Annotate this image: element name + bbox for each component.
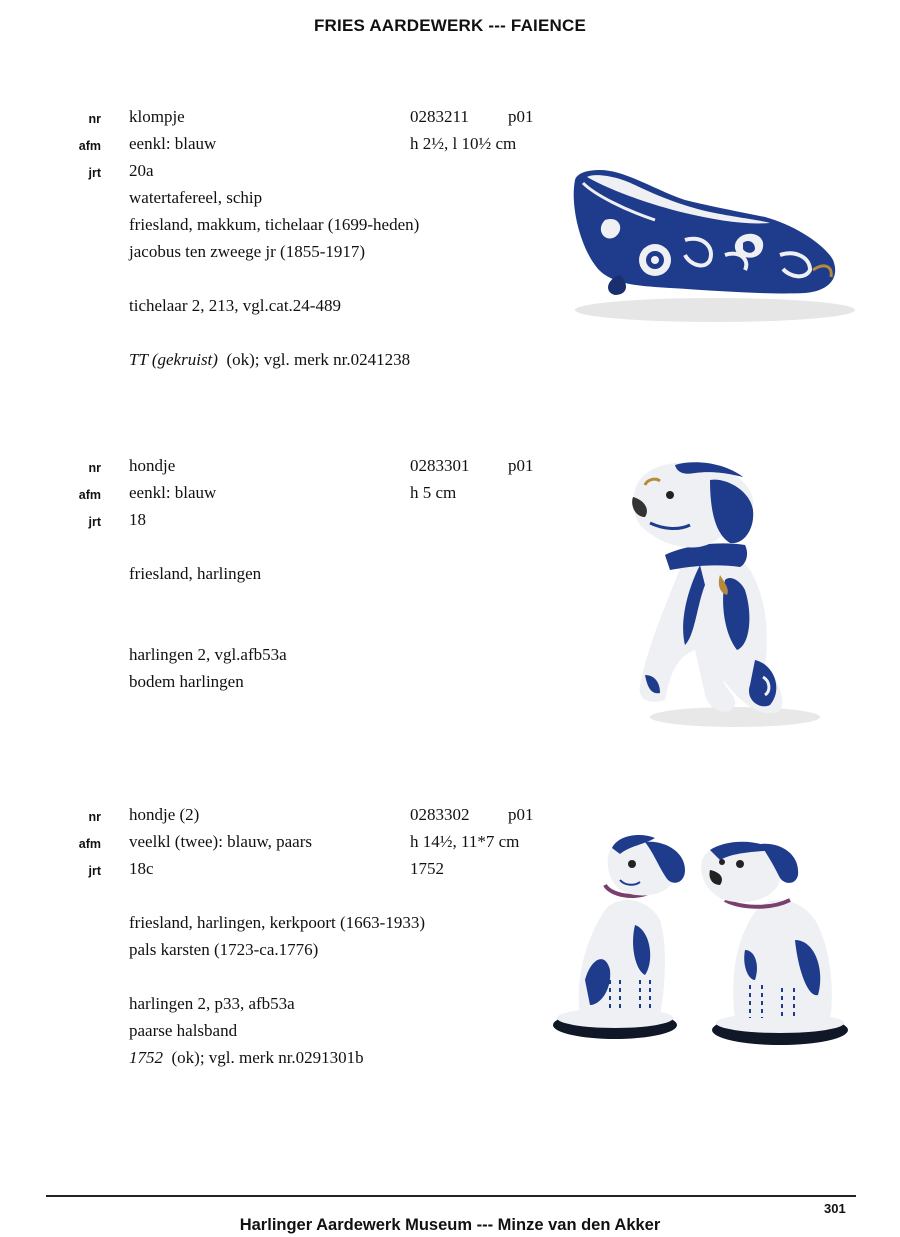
value-datering: 18 [129, 510, 146, 529]
label-afm: afm [78, 488, 101, 502]
dog-pair-photo [550, 830, 860, 1050]
page-number: 301 [824, 1201, 846, 1216]
value-voorwerp: hondje [129, 456, 176, 475]
value-fabrikaat: friesland, harlingen [129, 564, 262, 583]
label-afm: afm [78, 139, 101, 153]
label-nr: nr [88, 461, 101, 475]
page-header-title: FRIES AARDEWERK --- FAIENCE [313, 16, 587, 35]
value-voorstelling: watertafereel, schip [129, 188, 263, 207]
label-nr: nr [88, 112, 101, 126]
footer-text: Harlinger Aardewerk Museum --- Minze van den Akker [239, 1216, 661, 1234]
value-page: p01 [508, 107, 534, 126]
value-nr: 0283301 [410, 456, 470, 475]
opschrift-italic: 1752 [129, 1048, 163, 1067]
value-afm: h 14½, 11*7 cm [410, 832, 520, 851]
label-afm: afm [78, 837, 101, 851]
value-afm: h 5 cm [410, 483, 457, 502]
footer-divider [46, 1196, 856, 1197]
label-jrt: jrt [88, 166, 101, 180]
dog-photo [625, 455, 820, 735]
value-kleur: eenkl: blauw [129, 134, 217, 153]
value-literatuur: harlingen 2, vgl.afb53a [129, 645, 287, 664]
value-opschrift [129, 1048, 364, 1068]
value-literatuur: tichelaar 2, 213, vgl.cat.24-489 [129, 296, 341, 315]
value-schilder: jacobus ten zweege jr (1855-1917) [129, 242, 366, 261]
value-afm: h 2½, l 10½ cm [410, 134, 517, 153]
value-kleur: eenkl: blauw [129, 483, 217, 502]
opschrift-rest: (ok); vgl. merk nr.0291301b [163, 1048, 364, 1067]
value-nr: 0283302 [410, 805, 470, 824]
value-fabrikaat: friesland, makkum, tichelaar (1699-heden) [129, 215, 420, 234]
value-fabrikaat: friesland, harlingen, kerkpoort (1663-1933) [129, 913, 425, 932]
value-voorwerp: hondje (2) [129, 805, 200, 824]
value-page: p01 [508, 456, 534, 475]
value-opschrift [129, 350, 410, 370]
value-datering: 20a [129, 161, 154, 180]
value-kleur: veelkl (twee): blauw, paars [129, 832, 312, 851]
value-voorwerp: klompje [129, 107, 185, 126]
label-nr: nr [88, 810, 101, 824]
value-datering: 18c [129, 859, 154, 878]
clog-photo [565, 165, 860, 330]
value-opmerking: bodem harlingen [129, 672, 244, 691]
value-opmerking: paarse halsband [129, 1021, 238, 1040]
value-literatuur: harlingen 2, p33, afb53a [129, 994, 295, 1013]
opschrift-italic: TT (gekruist) [129, 350, 218, 369]
opschrift-rest: (ok); vgl. merk nr.0241238 [217, 350, 411, 369]
label-jrt: jrt [88, 864, 101, 878]
value-page: p01 [508, 805, 534, 824]
label-jrt: jrt [88, 515, 101, 529]
value-jrt: 1752 [410, 859, 444, 878]
value-schilder: pals karsten (1723-ca.1776) [129, 940, 319, 959]
value-nr: 0283211 [410, 107, 469, 126]
